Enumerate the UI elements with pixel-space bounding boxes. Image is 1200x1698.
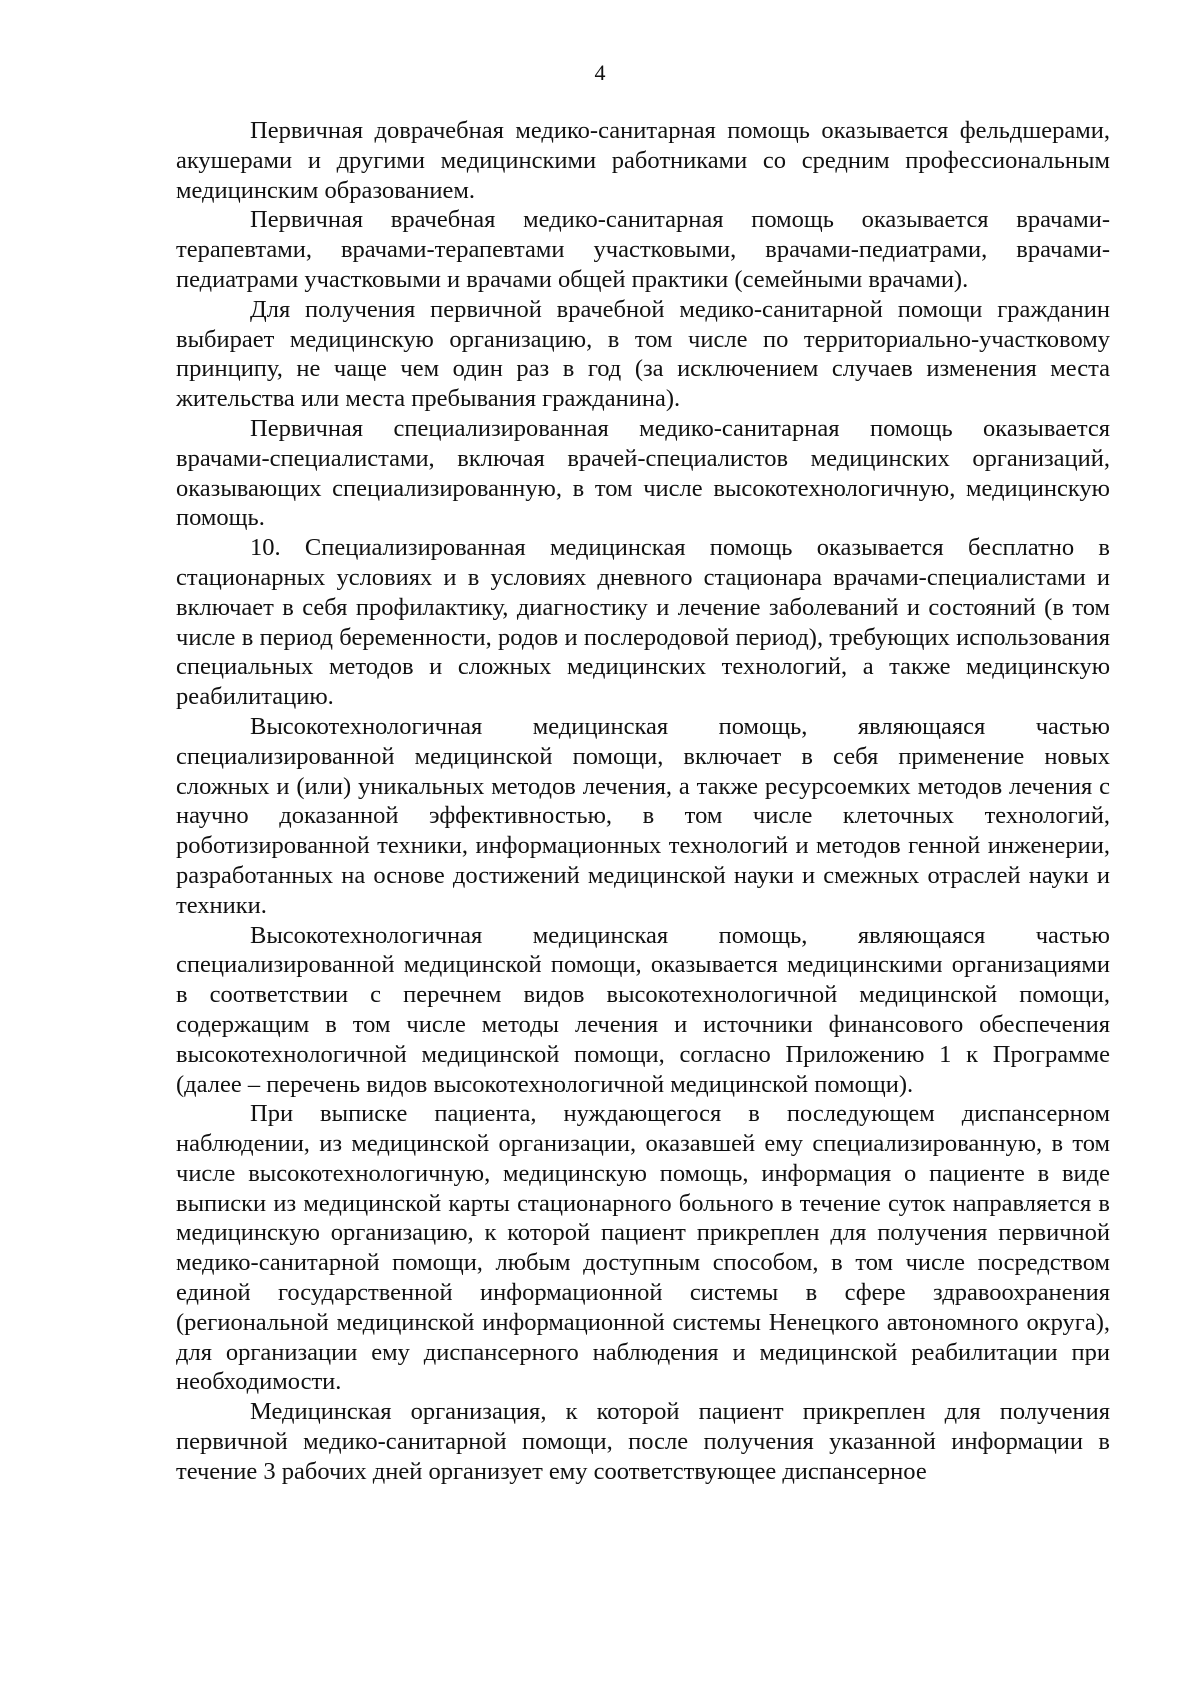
paragraph-primary-physician-care: Первичная врачебная медико-санитарная помощь оказывается врачами-терапевтами, врачами-терапевтами участковыми, врачами-педиатрами, врачами-педиатрами участковыми и врачами общей практики (семейными врачами). — [176, 206, 1110, 293]
paragraph-patient-discharge: При выписке пациента, нуждающегося в последующем диспансерном наблюдении, из медицинской организации, оказавшей ему специализированную, в том числе высокотехнологичную, медицинскую помощь, информация о пациенте в виде выписки из медицинской карты стационарного больного в течение суток направляется в медицинскую организацию, к которой пациент прикреплен для получения первичной медико-санитарной помощи, любым доступным способом, в том числе посредством единой государственной информационной системы в сфере здравоохранения (региональной медицинской информационной системы Ненецкого автономного округа), для организации ему диспансерного наблюдения и медицинской реабилитации при необходимости. — [176, 1100, 1110, 1396]
paragraph-choice-of-organization: Для получения первичной врачебной медико-санитарной помощи гражданин выбирает медицинскую организацию, в том числе по территориально-участковому принципу, не чаще чем один раз в год (за исключением случаев изменения места жительства или места пребывания гражданина). — [176, 295, 1110, 413]
paragraph-dispensary-follow-up: Медицинская организация, к которой пациент прикреплен для получения первичной медико-санитарной помощи, после получения указанной информации в течение 3 рабочих дней организует ему соответствующее диспансерное — [176, 1398, 1110, 1485]
paragraph-section-10-specialized-care: 10. Специализированная медицинская помощь оказывается бесплатно в стационарных условиях и в условиях дневного стационара врачами-специалистами и включает в себя профилактику, диагностику и лечение заболеваний и состояний (в том числе в период беременности, родов и послеродовой период), требующих использования специальных методов и сложных медицинских технологий, а также медицинскую реабилитацию. — [176, 534, 1110, 711]
paragraph-primary-specialized-care: Первичная специализированная медико-санитарная помощь оказывается врачами-специалистами, включая врачей-специалистов медицинских организаций, оказывающих специализированную, в том числе высокотехнологичную, медицинскую помощь. — [176, 414, 1110, 532]
page-number: 4 — [594, 60, 606, 85]
paragraph-high-tech-care-definition: Высокотехнологичная медицинская помощь, являющаяся частью специализированной медицинской помощи, включает в себя применение новых сложных и (или) уникальных методов лечения, а также ресурсоемких методов лечения с научно доказанной эффективностью, в том числе клеточных технологий, роботизированной техники, информационных технологий и методов генной инженерии, разработанных на основе достижений медицинской науки и смежных отраслей науки и техники. — [176, 712, 1110, 919]
document-body — [176, 116, 1110, 1487]
paragraph-high-tech-care-provision: Высокотехнологичная медицинская помощь, являющаяся частью специализированной медицинской помощи, оказывается медицинскими организациями в соответствии с перечнем видов высокотехнологичной медицинской помощи, содержащим в том числе методы лечения и источники финансового обеспечения высокотехнологичной медицинской помощи, согласно Приложению 1 к Программе (далее – перечень видов высокотехнологичной медицинской помощи). — [176, 921, 1110, 1098]
paragraph-primary-prehospital-care: Первичная доврачебная медико-санитарная помощь оказывается фельдшерами, акушерами и другими медицинскими работниками со средним профессиональным медицинским образованием. — [176, 117, 1110, 204]
